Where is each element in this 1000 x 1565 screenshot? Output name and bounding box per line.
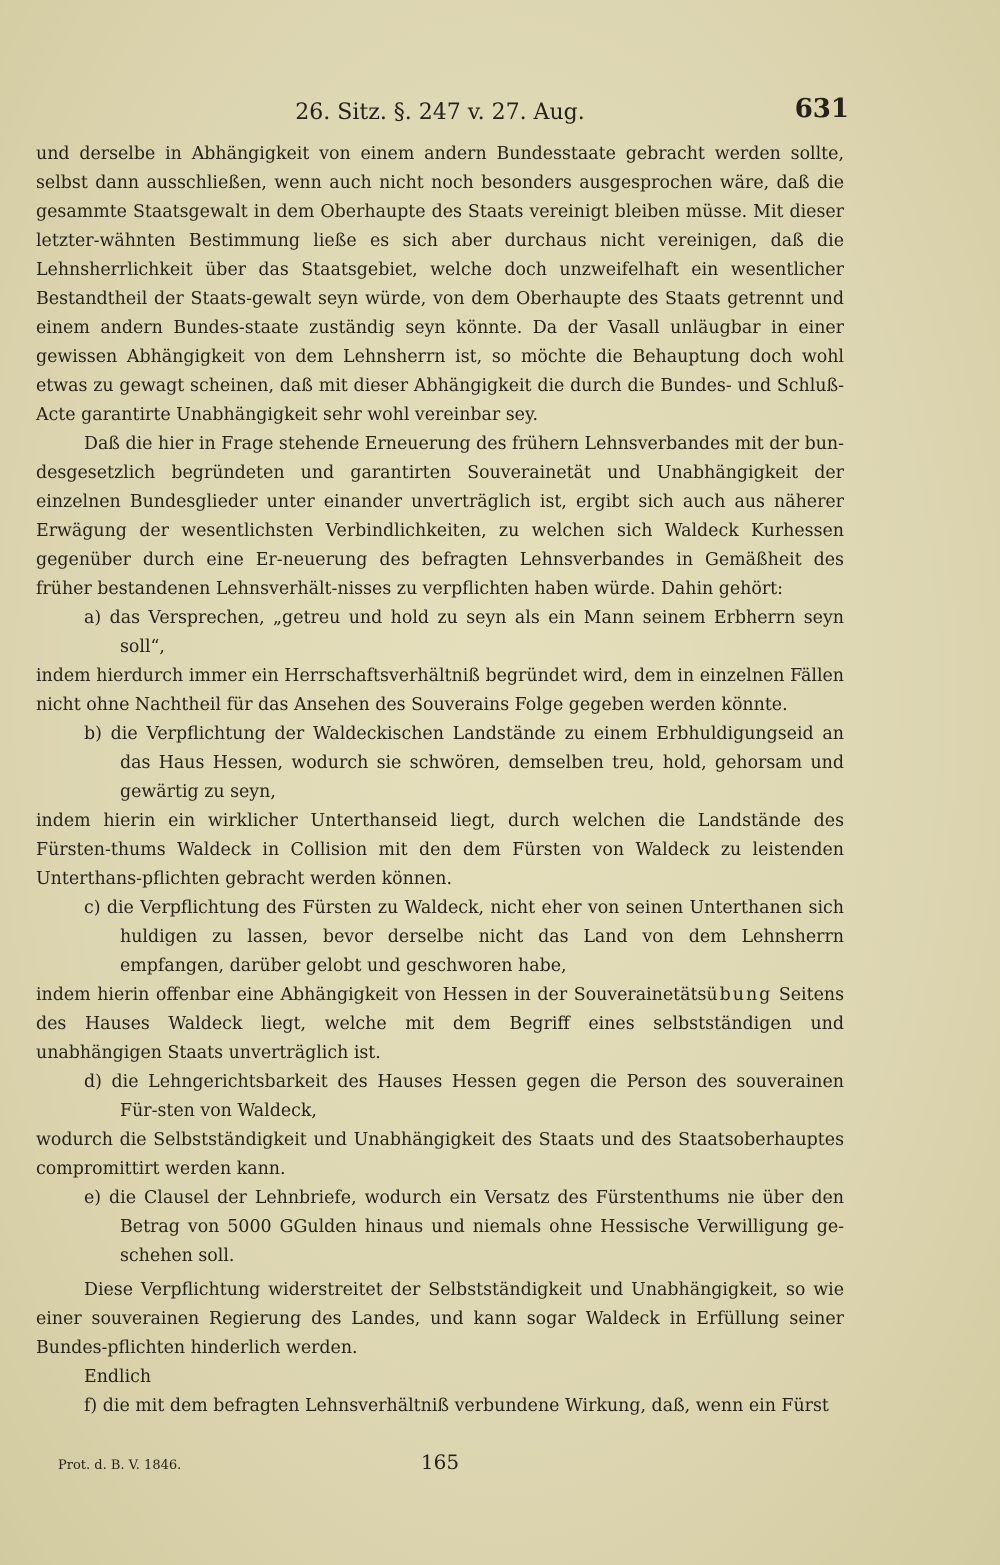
after-c-part-2: Seitens des Hauses Waldeck liegt, welche mit dem Begriff eines selbstständigen und unabhängigen Staats unverträglich ist. <box>36 985 845 1063</box>
paragraph-3: Diese Verpflichtung widerstreitet der Selbstständigkeit und Unabhängigkeit, so wie einer souverainen Regierung des Landes, und kann sogar Waldeck in Erfüllung seiner Bundes-pflichten hinderlich werden. <box>36 1280 844 1358</box>
body-text <box>36 140 844 1421</box>
footer-source: Prot. d. B. V. 1846. <box>58 1458 182 1473</box>
paragraph-endlich: Endlich <box>84 1367 152 1387</box>
paragraph-2: Daß die hier in Frage stehende Erneuerung des frühern Lehnsverbandes mit der bun-desgesetzlich begründeten und garantirten Souverainetät und Unabhängigkeit der einzelnen Bundesglieder unter einander unverträglich ist, ergibt sich auch aus näherer Erwägung der wesentlichsten Verbindlichkeiten, zu welchen sich Waldeck Kurhessen gegenüber durch eine Er-neuerung des befragten Lehnsverbandes in Gemäßheit des früher bestandenen Lehnsverhält-nisses zu verpflichten haben würde. Dahin gehört: <box>36 434 844 599</box>
list-item-e: e) die Clausel der Lehnbriefe, wodurch ein Versatz des Fürstenthums nie über den Betrag von 5000 GGulden hinaus und niemals ohne Hessische Verwilligung ge-schehen soll. <box>84 1188 844 1266</box>
list-item-a: a) das Versprechen, „getreu und hold zu seyn als ein Mann seinem Erbherrn seyn soll“, <box>84 608 844 657</box>
after-c-spaced: übung <box>706 985 773 1005</box>
page-number: 631 <box>794 94 849 124</box>
page-footer <box>36 1450 844 1482</box>
running-title: 26. Sitz. §. 247 v. 27. Aug. <box>295 100 585 125</box>
list-item-c: c) die Verpflichtung des Fürsten zu Waldeck, nicht eher von seinen Unterthanen sich huldigen zu lassen, bevor derselbe nicht das Land von dem Lehnsherrn empfangen, darüber gelobt und geschworen habe, <box>84 898 844 976</box>
signature-mark: 165 <box>420 1450 460 1474</box>
paragraph-after-b: indem hierin ein wirklicher Unterthanseid liegt, durch welchen die Landstände des Fürsten-thums Waldeck in Collision mit den dem Fürsten von Waldeck zu leistenden Unterthans-pflichten gebracht werden können. <box>36 811 844 889</box>
paragraph-after-a: indem hierdurch immer ein Herrschaftsverhältniß begründet wird, dem in einzelnen Fällen nicht ohne Nachtheil für das Ansehen des Souverains Folge gegeben werden könnte. <box>36 666 844 715</box>
list-item-d: d) die Lehngerichtsbarkeit des Hauses Hessen gegen die Person des souverainen Für-sten von Waldeck, <box>84 1072 844 1121</box>
paragraph-1: und derselbe in Abhängigkeit von einem andern Bundesstaate gebracht werden sollte, selbst dann ausschließen, wenn auch nicht noch besonders ausgesprochen wäre, daß die gesammte Staatsgewalt in dem Oberhaupte des Staats vereinigt bleiben müsse. Mit dieser letzter-wähnten Bestimmung ließe es sich aber durchaus nicht vereinigen, daß die Lehnsherrlichkeit über das Staatsgebiet, welche doch unzweifelhaft ein wesentlicher Bestandtheil der Staats-gewalt seyn würde, von dem Oberhaupte des Staats getrennt und einem andern Bundes-staate zuständig seyn könnte. Da der Vasall unläugbar in einer gewissen Abhängigkeit von dem Lehnsherrn ist, so möchte die Behauptung doch wohl etwas zu gewagt scheinen, daß mit dieser Abhängigkeit die durch die Bundes- und Schluß-Acte garantirte Unabhängigkeit sehr wohl vereinbar sey. <box>36 144 844 425</box>
paragraph-after-c <box>36 981 844 1068</box>
list-item-b: b) die Verpflichtung der Waldeckischen Landstände zu einem Erbhuldigungseid an das Haus Hessen, wodurch sie schwören, demselben treu, hold, gehorsam und gewärtig zu seyn, <box>84 724 844 802</box>
after-c-part-1: indem hierin offenbar eine Abhängigkeit von Hessen in der Souverainetäts <box>36 985 707 1005</box>
paragraph-after-d: wodurch die Selbstständigkeit und Unabhängigkeit des Staats und des Staatsoberhauptes compromittirt werden kann. <box>36 1130 844 1179</box>
page-header <box>36 94 849 134</box>
list-item-f: f) die mit dem befragten Lehnsverhältniß verbundene Wirkung, daß, wenn ein Fürst <box>84 1396 829 1416</box>
